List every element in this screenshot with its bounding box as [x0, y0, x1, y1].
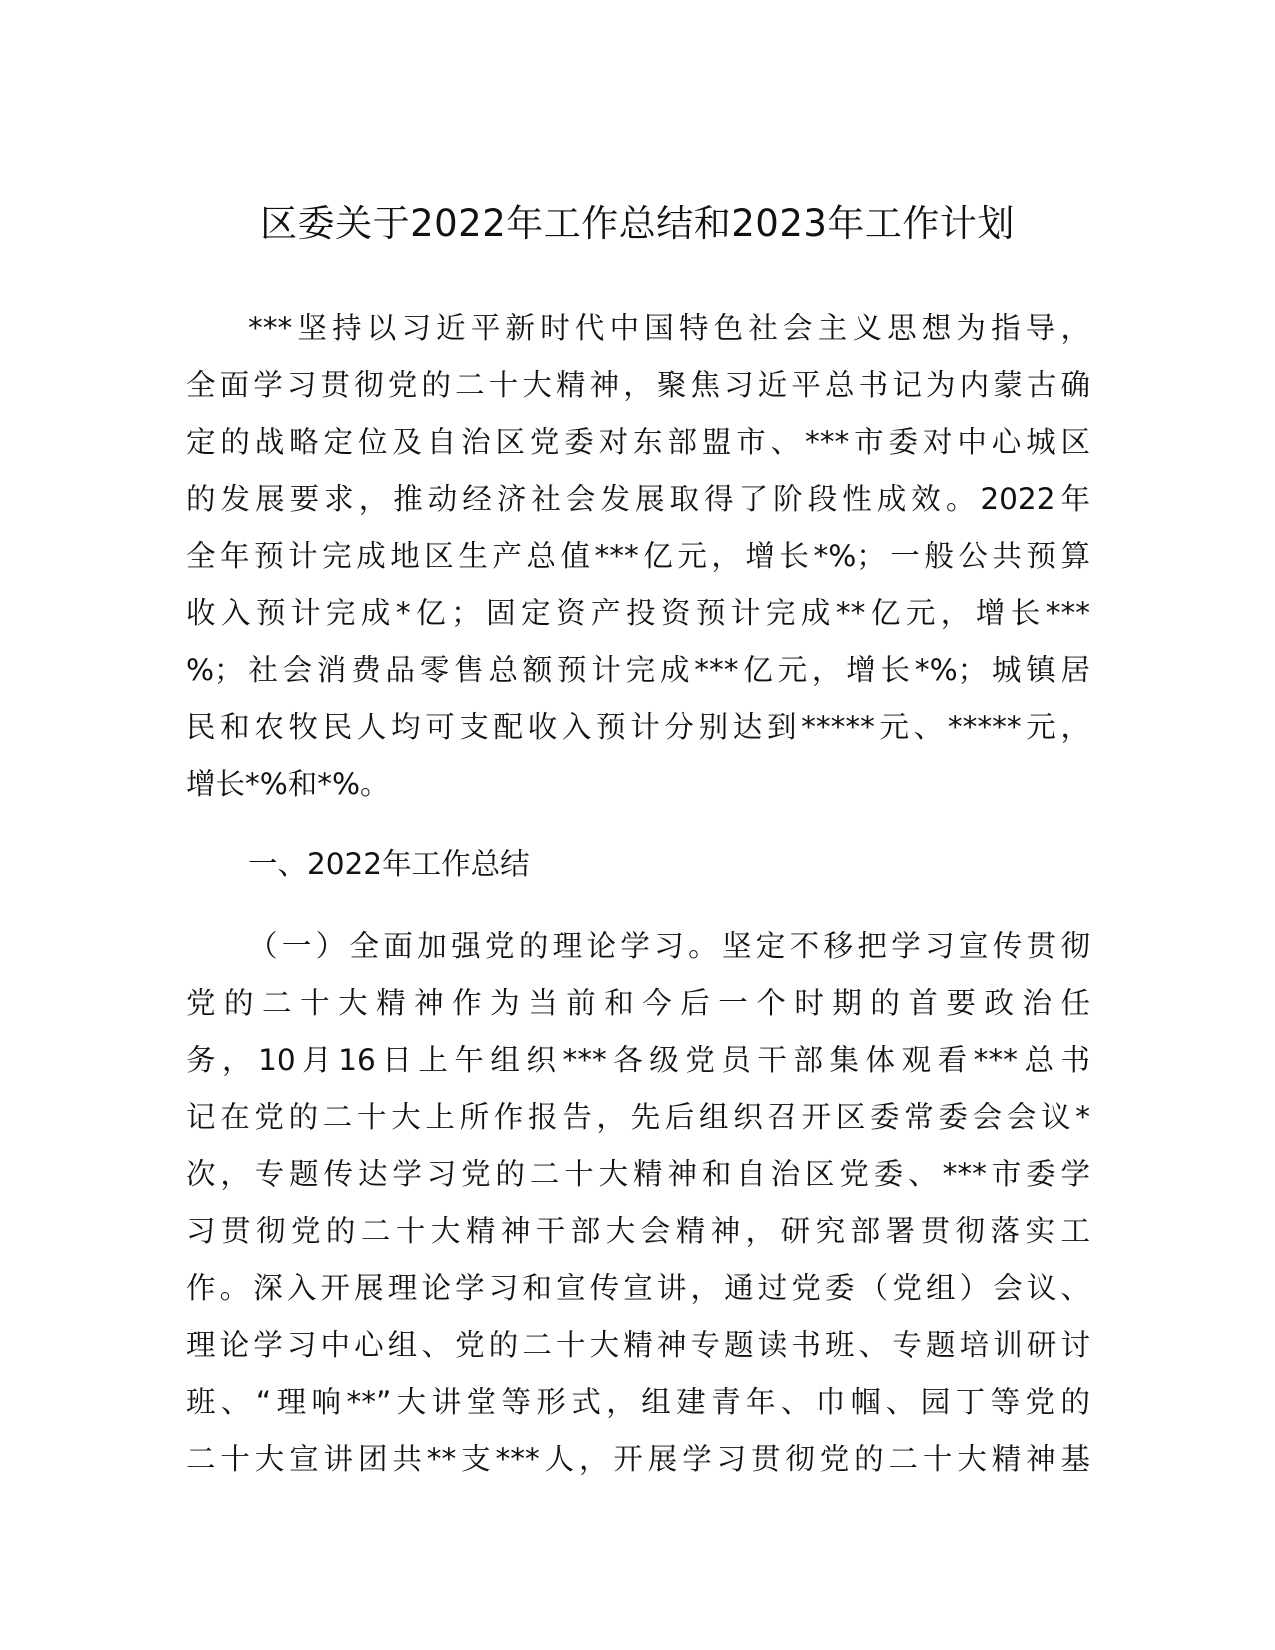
text-line: ***坚持以习近平新时代中国特色社会主义思想为指导，: [248, 311, 1090, 345]
section-heading: 一、2022年工作总结: [248, 847, 530, 881]
document-title: 区委关于2022年工作总结和2023年工作计划: [260, 202, 1015, 245]
text-line: 务，10月16日上午组织***各级党员干部集体观看***总书: [186, 1043, 1090, 1077]
section-paragraph: [186, 918, 1090, 1488]
text-line: 习贯彻党的二十大精神干部大会精神，研究部署贯彻落实工: [186, 1214, 1090, 1248]
text-line: 记在党的二十大上所作报告，先后组织召开区委常委会会议*: [186, 1100, 1090, 1134]
text-line: 二十大宣讲团共**支***人，开展学习贯彻党的二十大精神基: [186, 1442, 1090, 1476]
text-line: （一）全面加强党的理论学习。坚定不移把学习宣传贯彻: [248, 929, 1090, 963]
text-line: 增长*%和*%。: [186, 767, 390, 801]
text-line: 党的二十大精神作为当前和今后一个时期的首要政治任: [186, 986, 1090, 1020]
text-line: 次，专题传达学习党的二十大精神和自治区党委、***市委学: [186, 1157, 1090, 1191]
text-line: 班、“理响**”大讲堂等形式，组建青年、巾帼、园丁等党的: [186, 1385, 1090, 1419]
text-line: 全面学习贯彻党的二十大精神，聚焦习近平总书记为内蒙古确: [186, 368, 1090, 402]
text-line: 理论学习中心组、党的二十大精神专题读书班、专题培训研讨: [186, 1328, 1090, 1362]
text-line: 民和农牧民人均可支配收入预计分别达到*****元、*****元，: [186, 710, 1090, 744]
text-line: 收入预计完成*亿；固定资产投资预计完成**亿元，增长***: [186, 596, 1090, 630]
text-line: 作。深入开展理论学习和宣传宣讲，通过党委（党组）会议、: [186, 1271, 1090, 1305]
intro-paragraph: [186, 300, 1090, 813]
text-line: 的发展要求，推动经济社会发展取得了阶段性成效。2022年: [186, 482, 1090, 516]
text-line: 定的战略定位及自治区党委对东部盟市、***市委对中心城区: [186, 425, 1090, 459]
text-line: 全年预计完成地区生产总值***亿元，增长*%；一般公共预算: [186, 539, 1090, 573]
text-line: %；社会消费品零售总额预计完成***亿元，增长*%；城镇居: [186, 653, 1090, 687]
